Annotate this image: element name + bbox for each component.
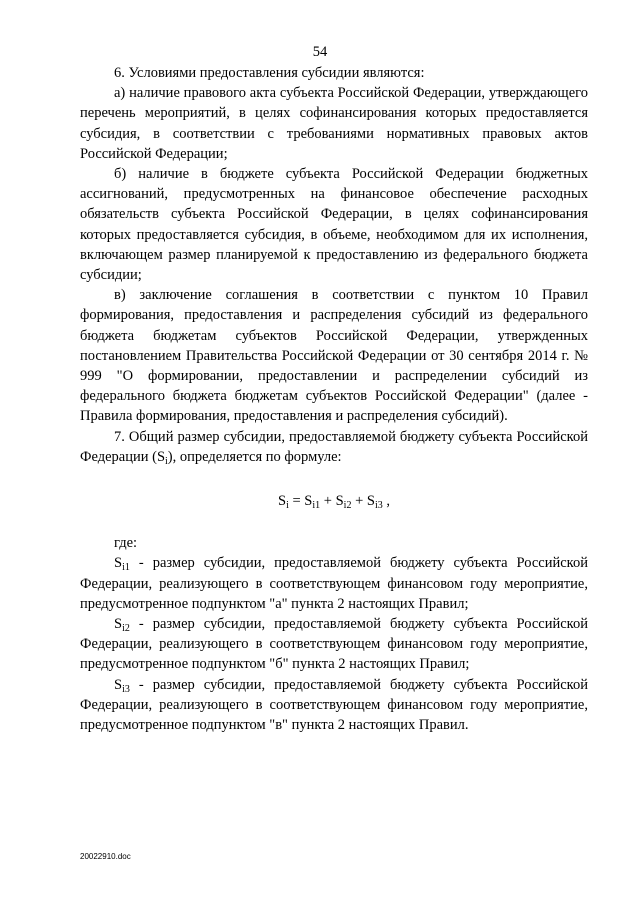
formula-end: , [382, 493, 390, 510]
formula-sub-i3: i3 [374, 500, 383, 512]
page-number: 54 [312, 44, 328, 60]
def-text: - размер субсидии, предоставляемой бюджету субъекта Российской Федерации, реализующего в соответствующем финансовом году мероприятие, предусмотренное подпунктом "б" пункта 2 настоящих Правил; [80, 616, 588, 673]
definition-si2 [80, 614, 588, 675]
def-text: - размер субсидии, предоставляемой бюджету субъекта Российской Федерации, реализующего в соответствующем финансовом году мероприятие, предусмотренное подпунктом "а" пункта 2 настоящих Правил; [80, 555, 588, 612]
def-symbol-s: S [114, 616, 123, 633]
formula-s3: S [366, 493, 375, 510]
paragraph-6a: а) наличие правового акта субъекта Российской Федерации, утверждающего перечень мероприятий, в целях софинансирования которых предоставляется субсидия, в соответствии с требованиями нормативных правовых актов Российской Федерации; [80, 85, 588, 162]
definition-si3 [80, 675, 588, 736]
paragraph-6v: в) заключение соглашения в соответствии с пунктом 10 Правил формирования, предоставления и распределения субсидий из федерального бюджета бюджетам субъектов Российской Федерации, утвержденных постановлением Правительства Российской Федерации от 30 сентября 2014 г. № 999 "О формировании, предоставлении и распределении субсидий из федерального бюджета бюджетам субъектов Российской Федерации" (далее - Правила формирования, предоставления и распределения субсидий). [80, 287, 588, 425]
formula-s: S [278, 493, 287, 510]
def-subscript: i1 [122, 562, 130, 574]
def-symbol-s: S [114, 555, 123, 572]
formula-sub-i2: i2 [343, 500, 352, 512]
formula-s1: S [304, 493, 313, 510]
def-subscript: i3 [122, 683, 130, 695]
def-symbol-s: S [114, 676, 123, 693]
symbol-s: S [156, 448, 166, 465]
formula [80, 491, 588, 511]
subscript-i: i [165, 455, 168, 467]
where-label: где: [114, 535, 138, 552]
formula-s2: S [335, 493, 344, 510]
paragraph-7 [80, 427, 588, 467]
paragraph-6b: б) наличие в бюджете субъекта Российской Федерации бюджетных ассигнований, предусмотренных на финансовое обеспечение расходных обязательств субъекта Российской Федерации, в целях софинансирования которых предоставляется субсидия, в объеме, необходимом для их исполнения, включающем размер планируемой к предоставлению из федерального бюджета субсидии; [80, 166, 588, 284]
formula-equals: = [288, 493, 305, 510]
formula-sub-i: i [286, 500, 289, 512]
formula-plus-1: + [320, 493, 336, 510]
footer-filename: 20022910.doc [80, 852, 131, 861]
paragraph-7-text-end: ), определяется по формуле: [167, 448, 342, 465]
def-subscript: i2 [122, 623, 130, 635]
document-body [80, 63, 588, 735]
formula-sub-i1: i1 [312, 500, 321, 512]
definition-si1 [80, 553, 588, 614]
paragraph-7-text-start: 7. Общий размер субсидии, предоставляемой бюджету субъекта Российской Федерации ( [80, 428, 588, 465]
def-text: - размер субсидии, предоставляемой бюджету субъекта Российской Федерации, реализующего в соответствующем финансовом году мероприятие, предусмотренное подпунктом "в" пункта 2 настоящих Правил. [80, 676, 588, 734]
formula-plus-2: + [351, 493, 367, 510]
paragraph-6: 6. Условиями предоставления субсидии являются: [114, 65, 425, 81]
